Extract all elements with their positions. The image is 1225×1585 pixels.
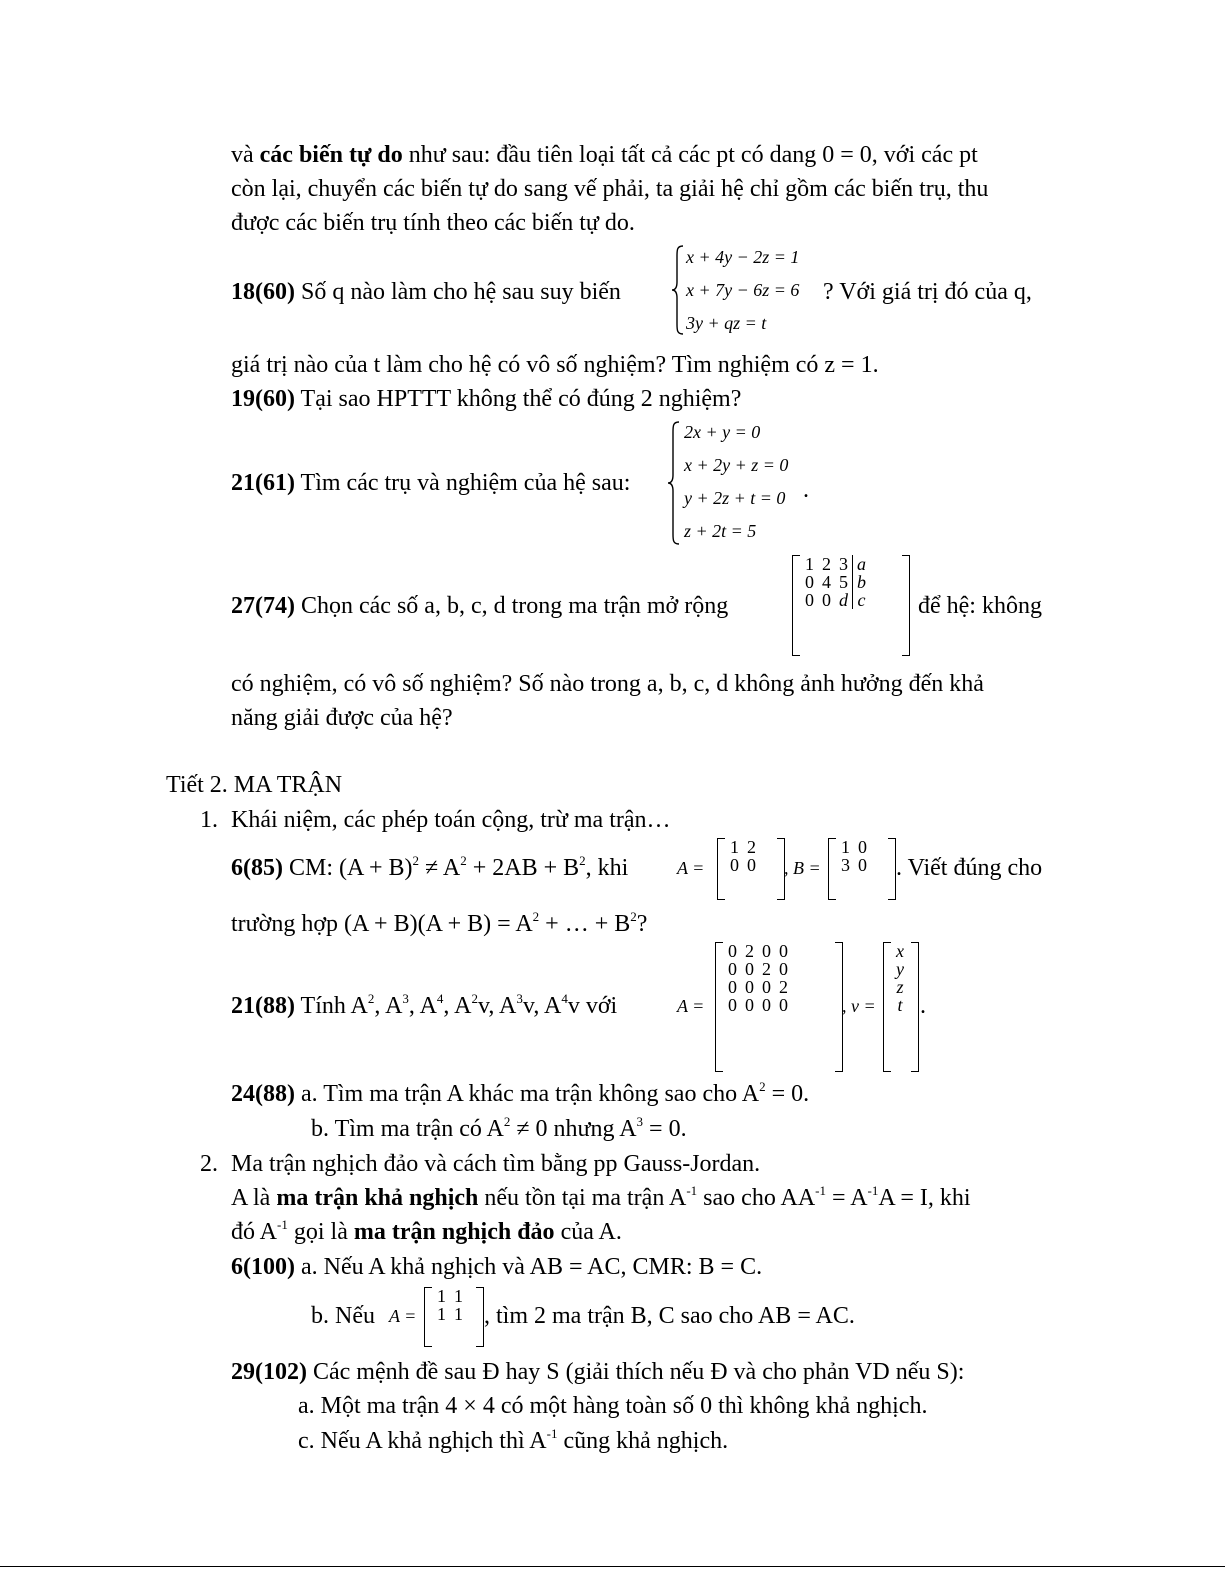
exercise-number: 21(61) xyxy=(231,470,295,496)
exercise-number: 6(100) xyxy=(231,1254,295,1280)
exercise-number: 24(88) xyxy=(231,1081,295,1107)
term-invertible-matrix: ma trận khả nghịch xyxy=(276,1185,479,1211)
list-item-1: Khái niệm, các phép toán cộng, trừ ma trận… xyxy=(231,807,671,833)
matrix-A-4x4: 0 2 0 0 0 0 2 0 0 0 0 2 0 0 0 0 xyxy=(715,942,843,1072)
exercise-29: 29(102) Các mệnh đề sau Đ hay S (giải thích nếu Đ và cho phản VD nếu S): xyxy=(231,1359,965,1385)
equation: z + 2t = 5 xyxy=(684,521,757,541)
period: . xyxy=(803,477,809,503)
term-free-variables: các biến tự do xyxy=(259,142,403,168)
matrix-A-ones: 1 1 1 1 xyxy=(424,1287,484,1347)
vector-label-v: , v = xyxy=(842,996,876,1016)
exercise-18-cont: ? Với giá trị đó của q, xyxy=(823,279,1032,305)
exercise-27-cont: để hệ: không xyxy=(918,593,1042,619)
para-line-3: được các biến trụ tính theo các biến tự do. xyxy=(231,210,635,236)
exercise-27-line3: năng giải được của hệ? xyxy=(231,705,453,731)
period: . xyxy=(920,993,926,1019)
vector-v: x y z t xyxy=(883,942,919,1072)
exercise-number: 27(74) xyxy=(231,593,295,619)
matrix-label-A: A = xyxy=(677,996,705,1016)
para-line-1: và các biến tự do như sau: đầu tiên loại tất cả các pt có dang 0 = 0, với các pt xyxy=(231,142,978,168)
augmented-matrix: 1 2 3 a 0 4 5 b 0 0 d c xyxy=(792,555,910,656)
matrix-label-A: A = xyxy=(677,858,705,878)
exercise-6-100-b-cont: , tìm 2 ma trận B, C sao cho AB = AC. xyxy=(484,1303,855,1329)
matrix-label-A: A = xyxy=(389,1306,417,1326)
exercise-24-b: b. Tìm ma trận có $A^2 \ne 0$ nhưng $A^3 = 0$. xyxy=(311,1114,687,1142)
exercise-27-line2: có nghiệm, có vô số nghiệm? Số nào trong a, b, c, d không ảnh hưởng đến khả xyxy=(231,671,984,697)
exercise-19: 19(60) Tại sao HPTTT không thể có đúng 2 nghiệm? xyxy=(231,386,742,412)
equation: y + 2z + t = 0 xyxy=(684,488,786,508)
equation: 3y + qz = t xyxy=(686,313,767,333)
equation: 2x + y = 0 xyxy=(684,422,761,442)
para-line-2: còn lại, chuyển các biến tự do sang vế phải, ta giải hệ chỉ gồm các biến trụ, thu xyxy=(231,176,989,202)
list-item-2-number: 2. xyxy=(200,1151,218,1177)
exercise-21-61: 21(61) Tìm các trụ và nghiệm của hệ sau: xyxy=(231,470,631,496)
exercise-number: 29(102) xyxy=(231,1359,307,1385)
list-item-2: Ma trận nghịch đảo và cách tìm bằng pp Gauss-Jordan. xyxy=(231,1151,761,1177)
brace-icon xyxy=(671,244,685,336)
definition-line-2: đó $A^{-1}$ gọi là ma trận nghịch đảo của A. xyxy=(231,1217,622,1245)
list-item-1-number: 1. xyxy=(200,807,218,833)
exercise-6-85-cont: . Viết đúng cho xyxy=(896,855,1043,881)
exercise-29-c: c. Nếu A khả nghịch thì $A^{-1}$ cũng khả nghịch. xyxy=(298,1426,729,1454)
exercise-6-100-b: b. Nếu xyxy=(311,1303,375,1329)
brace-icon xyxy=(667,420,681,546)
exercise-29-a: a. Một ma trận 4 × 4 có một hàng toàn số 0 thì không khả nghịch. xyxy=(298,1393,928,1419)
matrix-label-B: , B = xyxy=(784,858,821,878)
exercise-24: 24(88) a. Tìm ma trận A khác ma trận không sao cho $A^2 = 0$. xyxy=(231,1079,810,1107)
exercise-21-88: 21(88) Tính $A^2$, $A^3$, $A^4$, $A^2v$, $A^3v$, $A^4v$ với xyxy=(231,991,618,1019)
exercise-6-85: 6(85) CM: $(A + B)^2 \ne A^2 + 2AB + B^2$, khi xyxy=(231,853,629,881)
exercise-6-85-line2: trường hợp $(A + B)(A + B) = A^2$ + … + $B^2$? xyxy=(231,909,648,937)
exercise-number: 18(60) xyxy=(231,279,295,305)
matrix-A: 1 2 0 0 xyxy=(717,838,785,900)
matrix-B: 1 0 3 0 xyxy=(828,838,896,900)
section-title: Tiết 2. MA TRẬN xyxy=(166,772,343,798)
exercise-18: 18(60) Số q nào làm cho hệ sau suy biến xyxy=(231,279,621,305)
exercise-18-line2: giá trị nào của t làm cho hệ có vô số nghiệm? Tìm nghiệm có z = 1. xyxy=(231,352,879,378)
exercise-6-100: 6(100) a. Nếu A khả nghịch và AB = AC, CMR: B = C. xyxy=(231,1254,763,1280)
exercise-number: 6(85) xyxy=(231,855,283,881)
definition-line-1: A là ma trận khả nghịch nếu tồn tại ma trận $A^{-1}$ sao cho $AA^{-1} = A^{-1}A = I$, khi xyxy=(231,1183,971,1211)
page-footer-rule xyxy=(0,1566,1225,1567)
exercise-27: 27(74) Chọn các số a, b, c, d trong ma trận mở rộng xyxy=(231,593,729,619)
exercise-number: 21(88) xyxy=(231,993,295,1019)
equation: x + 4y − 2z = 1 xyxy=(686,247,800,267)
exercise-number: 19(60) xyxy=(231,386,295,412)
term-inverse-matrix: ma trận nghịch đảo xyxy=(353,1219,555,1245)
equation: x + 7y − 6z = 6 xyxy=(686,280,800,300)
equation: x + 2y + z = 0 xyxy=(684,455,789,475)
